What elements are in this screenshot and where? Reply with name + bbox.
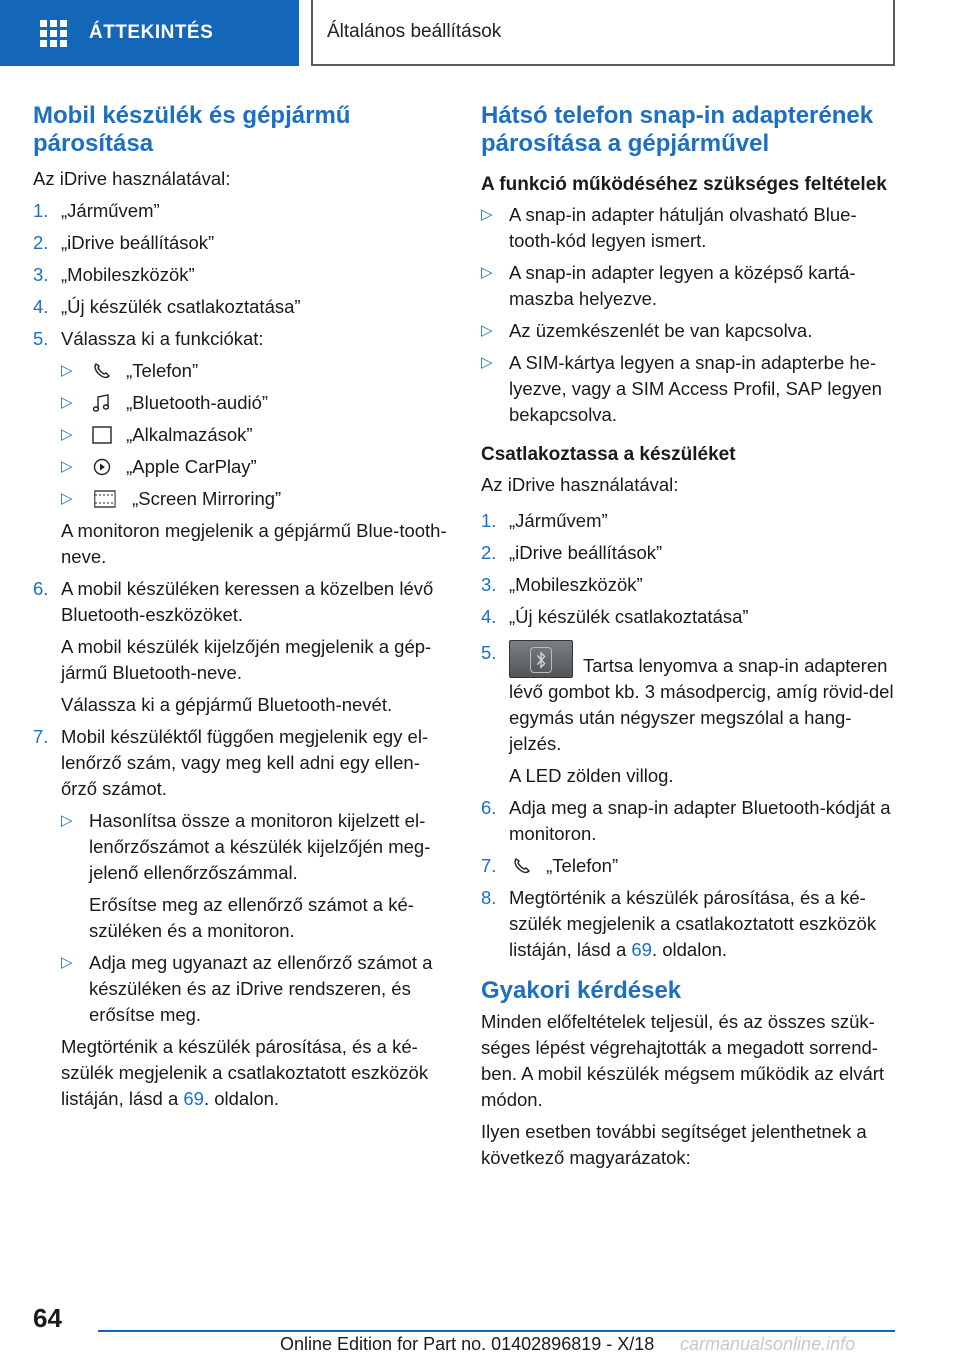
prereq-item [481, 350, 899, 428]
function-label: „Bluetooth-audió” [126, 392, 269, 413]
faq-paragraph: Ilyen esetben további segítséget jelenthetnek a következő magyarázatok: [481, 1121, 867, 1168]
prereq-title: A funkció működéséhez szükséges feltételek [481, 174, 887, 195]
faq-paragraph: Minden előfeltételek teljesül, és az összes szük-séges lépést végrehajtották a megadott sorrend-ben. A mobil készülék mégsem működik az elvárt módon. [481, 1011, 885, 1110]
list-item [481, 540, 899, 566]
function-item [61, 390, 448, 416]
function-item [61, 454, 448, 480]
step-number: 2. [481, 542, 497, 563]
step-text: „Telefon” [546, 855, 619, 876]
step-text: Válassza ki a funkciókat: [61, 328, 264, 349]
step-number: 4. [33, 296, 49, 317]
step-number: 1. [481, 510, 497, 531]
step-number: 7. [481, 855, 497, 876]
left-intro: Az iDrive használatával: [33, 168, 231, 189]
step-number: 6. [481, 797, 497, 818]
step-number: 3. [481, 574, 497, 595]
step-number: 4. [481, 606, 497, 627]
step-text: Mobil készüléktől függően megjelenik egy el-lenőrző szám, vagy meg kell adni egy ellen-őrző számot. [61, 726, 429, 799]
sub-item [61, 950, 448, 1028]
step-text: Válassza ki a gépjármű Bluetooth-nevét. [61, 694, 393, 715]
bullet-triangle-icon: ▷ [61, 954, 73, 971]
step-text: „iDrive beállítások” [61, 232, 215, 253]
list-item [33, 724, 448, 1112]
page-link[interactable]: 69 [631, 939, 652, 960]
list-item [481, 572, 899, 598]
sub-item-text: Hasonlítsa össze a monitoron kijelzett el-lenőrzőszámot a készülék kijelzőjén meg-jelenő ellenőrzőszámmal. [89, 810, 431, 883]
step-text: A mobil készülék kijelzőjén megjelenik a gép-jármű Bluetooth-neve. [61, 636, 432, 683]
step-number: 5. [33, 328, 49, 349]
function-item [61, 486, 448, 512]
step5-note: A monitoron megjelenik a gépjármű Blue-tooth-neve. [61, 520, 447, 567]
step-text: A mobil készüléken keressen a közelben lévő Bluetooth-eszközöket. [61, 578, 434, 625]
prereq-item [481, 260, 899, 312]
bullet-triangle-icon: ▷ [61, 812, 73, 829]
footer-edition: Online Edition for Part no. 01402896819 - X/18 [280, 1334, 655, 1354]
prereq-text: A snap-in adapter hátulján olvasható Blue-tooth-kód legyen ismert. [509, 204, 857, 251]
list-item: 8. Megtörténik a készülék párosítása, és a ké-szülék megjelenik a csatlakoztatott eszközök listáján, lásd a 69. oldalon. [481, 885, 899, 963]
list-item [481, 640, 899, 789]
section-title: Általános beállítások [327, 21, 502, 42]
list-item [33, 230, 448, 256]
list-item [481, 508, 899, 534]
function-item [61, 422, 448, 448]
grid-menu-icon [40, 20, 67, 47]
prereq-text: Az üzemkészenlét be van kapcsolva. [509, 320, 813, 341]
phone-icon [511, 857, 533, 875]
list-item [33, 262, 448, 288]
page-number: 64 [33, 1303, 62, 1333]
list-item [481, 604, 899, 630]
overview-tab[interactable] [0, 0, 299, 66]
step-text: „Mobileszközök” [509, 574, 643, 595]
bullet-triangle-icon: ▷ [481, 206, 493, 223]
step-text: Tartsa lenyomva a snap-in adapteren lévő gombot kb. 3 másodpercig, amíg rövid-del egymás után négyszer megszólal a hang-jelzés. [509, 655, 894, 754]
bullet-triangle-icon: ▷ [481, 322, 493, 339]
function-label: „Apple CarPlay” [126, 456, 257, 477]
prereq-item [481, 202, 899, 254]
carplay-icon [91, 458, 113, 476]
step-number: 1. [33, 200, 49, 221]
music-note-icon [91, 394, 113, 412]
bullet-triangle-icon: ▷ [61, 362, 73, 379]
step5-note: A LED zölden villog. [509, 765, 674, 786]
right-heading: Hátsó telefon snap-in adapterének párosítása a gépjárművel [481, 102, 874, 157]
step-text: Megtörténik a készülék párosítása, és a ké-szülék megjelenik a csatlakoztatott eszközök listáján, lásd a [509, 887, 877, 960]
bullet-triangle-icon: ▷ [61, 490, 73, 507]
step-number: 5. [481, 642, 497, 663]
faq-heading: Gyakori kérdések [481, 977, 682, 1004]
step-number: 3. [33, 264, 49, 285]
bullet-triangle-icon: ▷ [61, 458, 73, 475]
step-text: „Új készülék csatlakoztatása” [61, 296, 301, 317]
prereq-text: A SIM-kártya legyen a snap-in adapterbe he-lyezve, vagy a SIM Access Profil, SAP legyen bekapcsolva. [509, 352, 882, 425]
bullet-triangle-icon: ▷ [481, 264, 493, 281]
bullet-triangle-icon: ▷ [61, 426, 73, 443]
function-label: „Alkalmazások” [126, 424, 253, 445]
bullet-triangle-icon: ▷ [61, 394, 73, 411]
page-link[interactable]: 69 [183, 1088, 204, 1109]
overview-tab-label: ÁTTEKINTÉS [89, 22, 214, 43]
step-number: 8. [481, 887, 497, 908]
bluetooth-icon [530, 647, 552, 673]
footer-divider [98, 1330, 895, 1332]
left-heading: Mobil készülék és gépjármű párosítása [33, 102, 351, 157]
page-header [0, 0, 960, 66]
list-item [33, 326, 448, 570]
function-label: „Telefon” [126, 360, 199, 381]
step-text: „iDrive beállítások” [509, 542, 663, 563]
apps-icon [91, 426, 113, 444]
step-number: 6. [33, 578, 49, 599]
list-item [33, 576, 448, 718]
function-label: „Screen Mirroring” [132, 488, 282, 509]
step-text: Adja meg a snap-in adapter Bluetooth-kódját a monitoron. [509, 797, 891, 844]
function-item [61, 358, 448, 384]
list-item [33, 294, 448, 320]
connect-intro: Az iDrive használatával: [481, 474, 679, 495]
step-number: 2. [33, 232, 49, 253]
left-column [33, 102, 448, 1118]
section-title-box [311, 0, 895, 66]
list-item [481, 853, 899, 879]
right-column [481, 102, 899, 1177]
bullet-triangle-icon: ▷ [481, 354, 493, 371]
step-text: „Járművem” [61, 200, 160, 221]
connect-title: Csatlakoztassa a készüléket [481, 444, 736, 465]
watermark: carmanualsonline.info [680, 1334, 856, 1354]
bluetooth-button-image [509, 640, 573, 678]
step7-result: Megtörténik a készülék párosítása, és a ké-szülék megjelenik a csatlakoztatott eszközök listáján, lásd a 69. oldalon. [61, 1036, 429, 1109]
list-item [481, 795, 899, 847]
phone-icon [91, 362, 113, 380]
step-text: „Járművem” [509, 510, 608, 531]
step-number: 7. [33, 726, 49, 747]
prereq-item [481, 318, 899, 344]
sub-item-text: Erősítse meg az ellenőrző számot a ké-szüléken és a monitoron. [89, 894, 414, 941]
sub-item [61, 808, 448, 944]
prereq-text: A snap-in adapter legyen a középső kartá-maszba helyezve. [509, 262, 856, 309]
sub-item-text: Adja meg ugyanazt az ellenőrző számot a készüléken és az iDrive rendszeren, és erősítse meg. [89, 952, 433, 1025]
step-text: „Új készülék csatlakoztatása” [509, 606, 749, 627]
list-item [33, 198, 448, 224]
step-text: „Mobileszközök” [61, 264, 195, 285]
screen-mirroring-icon [91, 490, 119, 508]
